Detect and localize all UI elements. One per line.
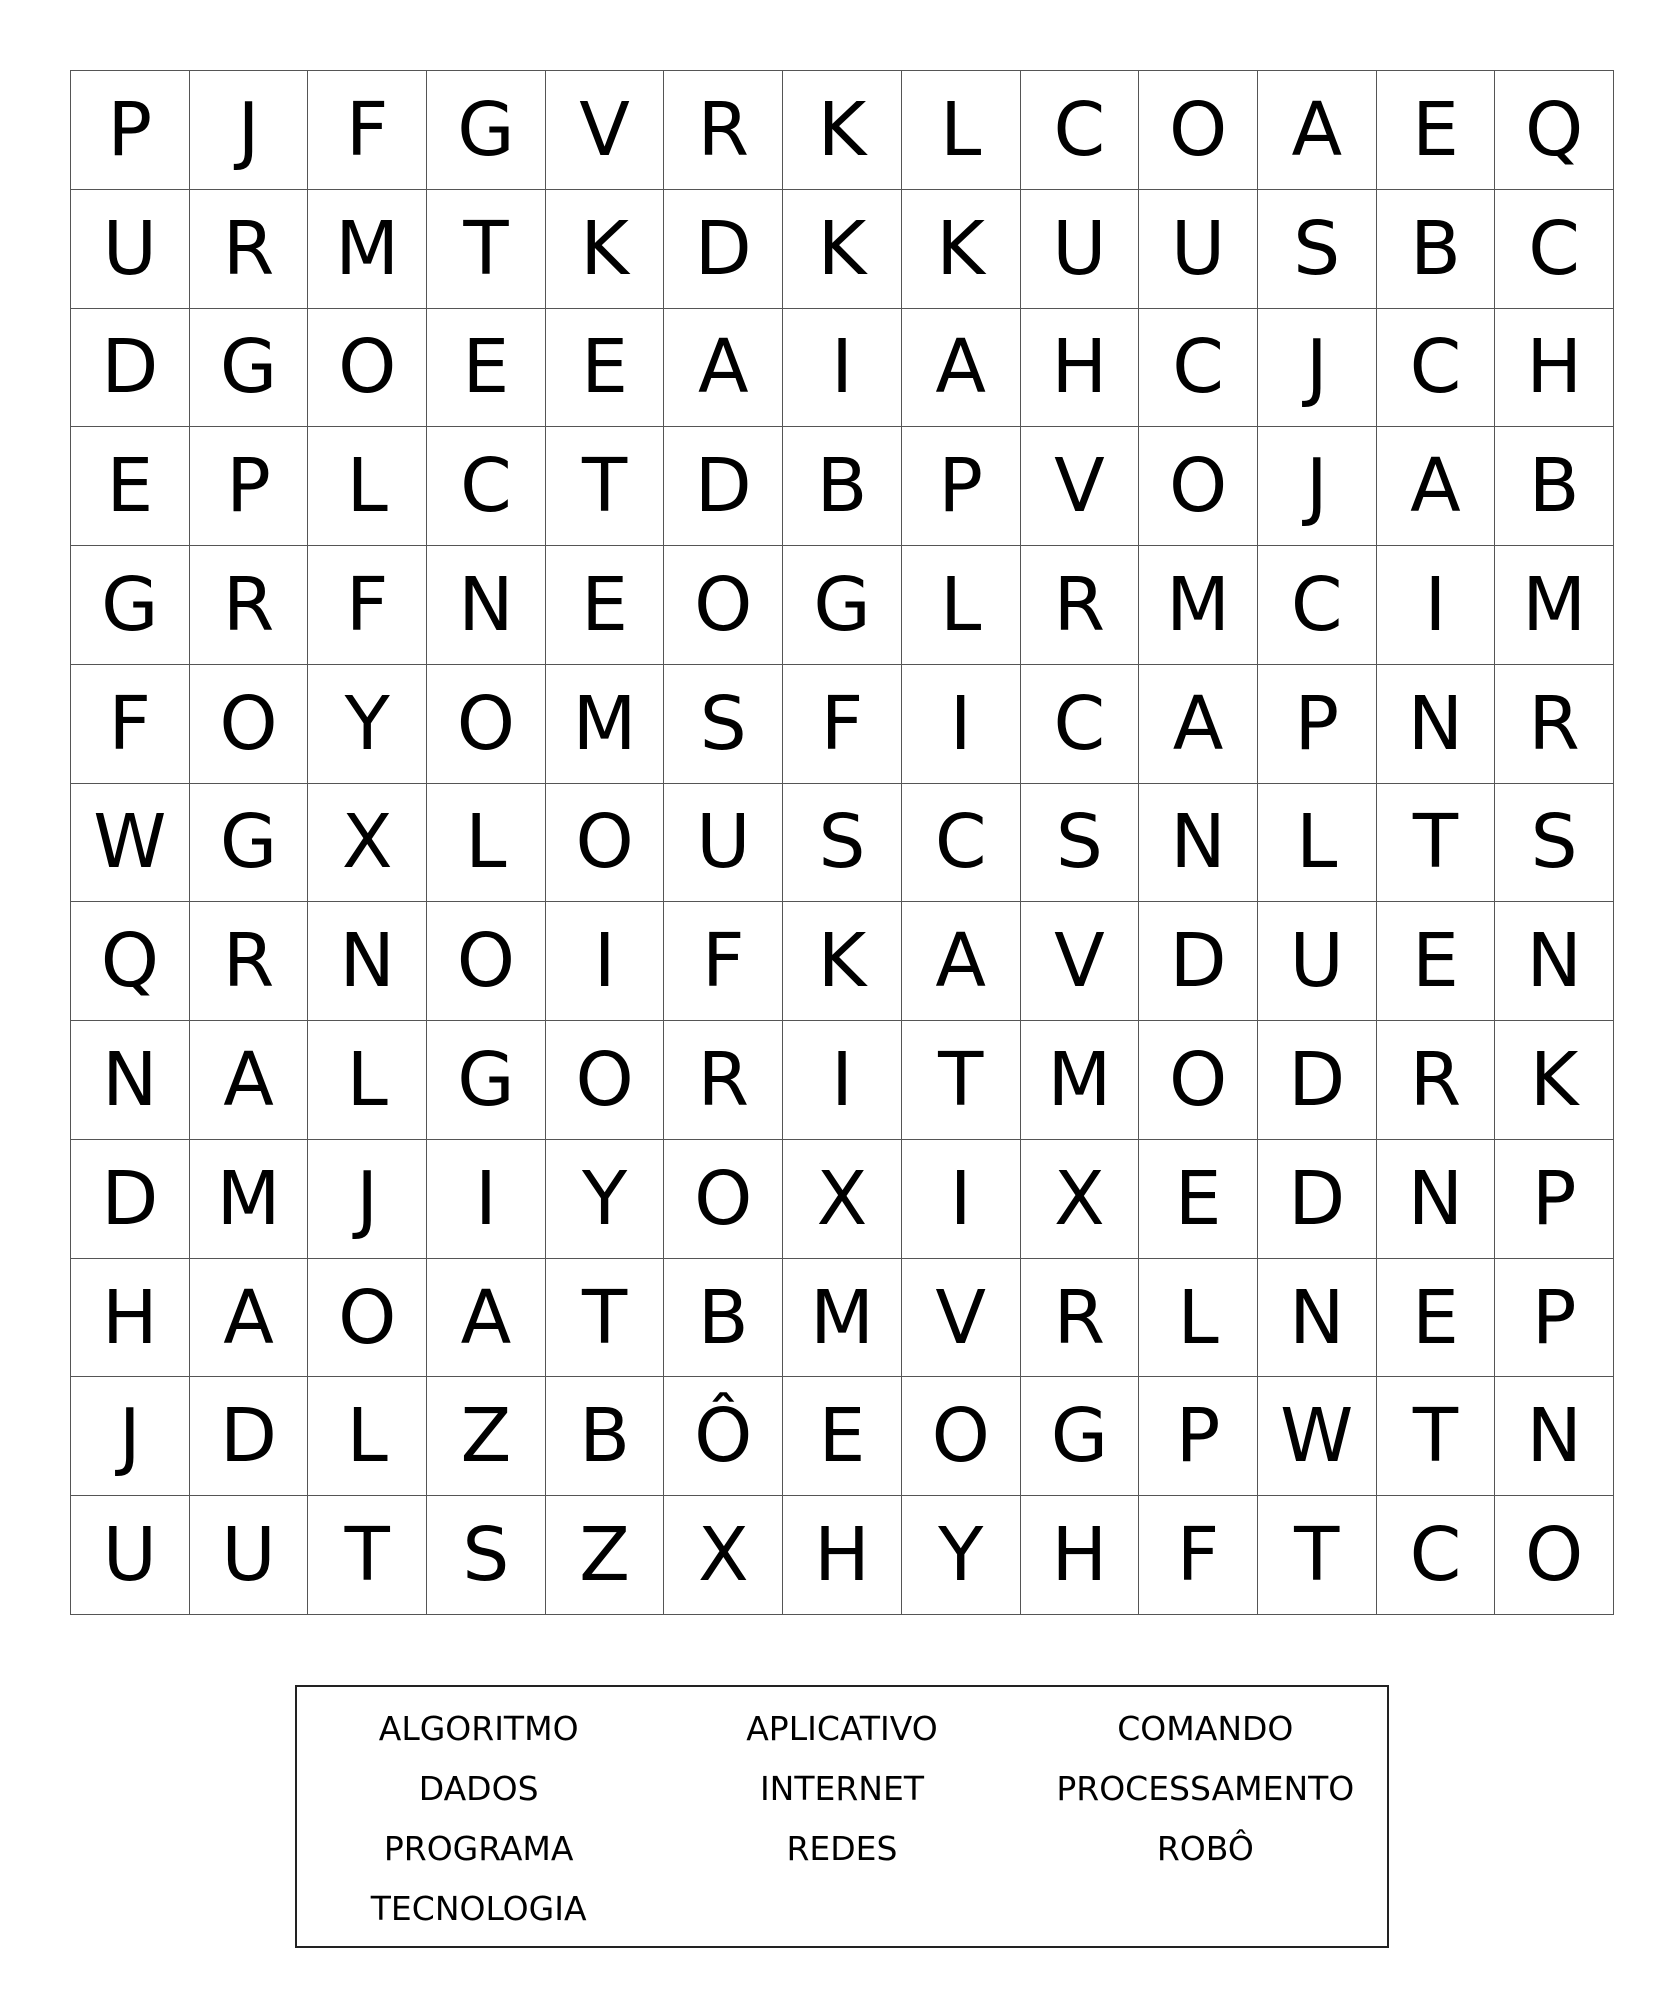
grid-cell-r8-c8[interactable]: M [1021, 1021, 1140, 1140]
grid-cell-r3-c2[interactable]: L [308, 427, 427, 546]
grid-cell-r7-c6[interactable]: K [783, 902, 902, 1021]
grid-cell-r9-c11[interactable]: N [1377, 1140, 1496, 1259]
grid-cell-r7-c2[interactable]: N [308, 902, 427, 1021]
grid-cell-r4-c4[interactable]: E [546, 546, 665, 665]
grid-cell-r0-c6[interactable]: K [783, 71, 902, 190]
grid-cell-r7-c8[interactable]: V [1021, 902, 1140, 1021]
grid-cell-r10-c1[interactable]: A [190, 1259, 309, 1378]
grid-cell-r7-c3[interactable]: O [427, 902, 546, 1021]
grid-cell-r4-c6[interactable]: G [783, 546, 902, 665]
grid-cell-r6-c7[interactable]: C [902, 784, 1021, 903]
grid-cell-r6-c1[interactable]: G [190, 784, 309, 903]
grid-cell-r3-c3[interactable]: C [427, 427, 546, 546]
grid-cell-r9-c2[interactable]: J [308, 1140, 427, 1259]
word-bank-item: APLICATIVO [746, 1709, 938, 1748]
grid-cell-r10-c12[interactable]: P [1495, 1259, 1614, 1378]
grid-cell-r8-c3[interactable]: G [427, 1021, 546, 1140]
grid-cell-r3-c6[interactable]: B [783, 427, 902, 546]
grid-cell-r12-c11[interactable]: C [1377, 1496, 1496, 1615]
grid-cell-r4-c5[interactable]: O [664, 546, 783, 665]
grid-cell-r8-c6[interactable]: I [783, 1021, 902, 1140]
grid-cell-r9-c1[interactable]: M [190, 1140, 309, 1259]
grid-cell-r11-c3[interactable]: Z [427, 1377, 546, 1496]
grid-cell-r4-c7[interactable]: L [902, 546, 1021, 665]
letter-grid [70, 70, 1614, 1615]
grid-cell-r1-c10[interactable]: S [1258, 190, 1377, 309]
grid-cell-r1-c11[interactable]: B [1377, 190, 1496, 309]
grid-cell-r0-c2[interactable]: F [308, 71, 427, 190]
grid-cell-r6-c9[interactable]: N [1139, 784, 1258, 903]
grid-cell-r11-c9[interactable]: P [1139, 1377, 1258, 1496]
grid-cell-r10-c8[interactable]: R [1021, 1259, 1140, 1378]
grid-cell-r4-c1[interactable]: R [190, 546, 309, 665]
grid-cell-r2-c0[interactable]: D [71, 309, 190, 428]
grid-cell-r1-c3[interactable]: T [427, 190, 546, 309]
grid-cell-r1-c5[interactable]: D [664, 190, 783, 309]
grid-cell-r6-c5[interactable]: U [664, 784, 783, 903]
grid-cell-r8-c5[interactable]: R [664, 1021, 783, 1140]
grid-cell-r11-c7[interactable]: O [902, 1377, 1021, 1496]
grid-cell-r7-c12[interactable]: N [1495, 902, 1614, 1021]
grid-cell-r11-c4[interactable]: B [546, 1377, 665, 1496]
grid-cell-r12-c6[interactable]: H [783, 1496, 902, 1615]
grid-cell-r10-c4[interactable]: T [546, 1259, 665, 1378]
grid-cell-r12-c12[interactable]: O [1495, 1496, 1614, 1615]
grid-cell-r1-c8[interactable]: U [1021, 190, 1140, 309]
grid-cell-r12-c9[interactable]: F [1139, 1496, 1258, 1615]
grid-cell-r6-c12[interactable]: S [1495, 784, 1614, 903]
word-bank-item: COMANDO [1117, 1709, 1294, 1748]
grid-cell-r0-c5[interactable]: R [664, 71, 783, 190]
grid-cell-r5-c7[interactable]: I [902, 665, 1021, 784]
word-bank-item: ALGORITMO [378, 1709, 579, 1748]
grid-cell-r12-c5[interactable]: X [664, 1496, 783, 1615]
grid-cell-r9-c12[interactable]: P [1495, 1140, 1614, 1259]
grid-cell-r0-c10[interactable]: A [1258, 71, 1377, 190]
grid-cell-r6-c2[interactable]: X [308, 784, 427, 903]
grid-cell-r0-c12[interactable]: Q [1495, 71, 1614, 190]
grid-cell-r8-c1[interactable]: A [190, 1021, 309, 1140]
grid-cell-r3-c4[interactable]: T [546, 427, 665, 546]
grid-cell-r4-c2[interactable]: F [308, 546, 427, 665]
grid-cell-r10-c11[interactable]: E [1377, 1259, 1496, 1378]
grid-cell-r7-c10[interactable]: U [1258, 902, 1377, 1021]
grid-cell-r3-c12[interactable]: B [1495, 427, 1614, 546]
grid-cell-r2-c5[interactable]: A [664, 309, 783, 428]
grid-cell-r5-c1[interactable]: O [190, 665, 309, 784]
grid-cell-r1-c7[interactable]: K [902, 190, 1021, 309]
grid-cell-r0-c11[interactable]: E [1377, 71, 1496, 190]
grid-cell-r9-c9[interactable]: E [1139, 1140, 1258, 1259]
grid-cell-r0-c0[interactable]: P [71, 71, 190, 190]
grid-cell-r3-c8[interactable]: V [1021, 427, 1140, 546]
grid-cell-r5-c3[interactable]: O [427, 665, 546, 784]
grid-cell-r11-c0[interactable]: J [71, 1377, 190, 1496]
grid-cell-r5-c12[interactable]: R [1495, 665, 1614, 784]
grid-cell-r0-c4[interactable]: V [546, 71, 665, 190]
grid-cell-r7-c1[interactable]: R [190, 902, 309, 1021]
grid-cell-r10-c0[interactable]: H [71, 1259, 190, 1378]
grid-cell-r1-c1[interactable]: R [190, 190, 309, 309]
grid-cell-r8-c9[interactable]: O [1139, 1021, 1258, 1140]
grid-cell-r6-c8[interactable]: S [1021, 784, 1140, 903]
grid-cell-r6-c11[interactable]: T [1377, 784, 1496, 903]
grid-cell-r10-c10[interactable]: N [1258, 1259, 1377, 1378]
grid-cell-r5-c4[interactable]: M [546, 665, 665, 784]
grid-cell-r11-c1[interactable]: D [190, 1377, 309, 1496]
grid-cell-r7-c7[interactable]: A [902, 902, 1021, 1021]
word-bank-item: PROGRAMA [383, 1829, 574, 1868]
grid-cell-r1-c9[interactable]: U [1139, 190, 1258, 309]
grid-cell-r7-c4[interactable]: I [546, 902, 665, 1021]
grid-cell-r10-c3[interactable]: A [427, 1259, 546, 1378]
grid-cell-r7-c0[interactable]: Q [71, 902, 190, 1021]
grid-cell-r9-c4[interactable]: Y [546, 1140, 665, 1259]
grid-cell-r8-c11[interactable]: R [1377, 1021, 1496, 1140]
grid-cell-r12-c10[interactable]: T [1258, 1496, 1377, 1615]
grid-cell-r12-c7[interactable]: Y [902, 1496, 1021, 1615]
grid-cell-r2-c11[interactable]: C [1377, 309, 1496, 428]
grid-cell-r9-c10[interactable]: D [1258, 1140, 1377, 1259]
grid-cell-r5-c0[interactable]: F [71, 665, 190, 784]
grid-cell-r8-c2[interactable]: L [308, 1021, 427, 1140]
grid-cell-r5-c6[interactable]: F [783, 665, 902, 784]
grid-cell-r6-c4[interactable]: O [546, 784, 665, 903]
grid-cell-r12-c2[interactable]: T [308, 1496, 427, 1615]
grid-cell-r2-c7[interactable]: A [902, 309, 1021, 428]
grid-cell-r7-c9[interactable]: D [1139, 902, 1258, 1021]
grid-cell-r10-c6[interactable]: M [783, 1259, 902, 1378]
grid-cell-r11-c2[interactable]: L [308, 1377, 427, 1496]
grid-cell-r5-c9[interactable]: A [1139, 665, 1258, 784]
grid-cell-r9-c3[interactable]: I [427, 1140, 546, 1259]
grid-cell-r1-c4[interactable]: K [546, 190, 665, 309]
grid-cell-r5-c2[interactable]: Y [308, 665, 427, 784]
grid-cell-r5-c8[interactable]: C [1021, 665, 1140, 784]
grid-cell-r4-c9[interactable]: M [1139, 546, 1258, 665]
grid-cell-r2-c2[interactable]: O [308, 309, 427, 428]
grid-cell-r2-c3[interactable]: E [427, 309, 546, 428]
word-bank-item: PROCESSAMENTO [1056, 1769, 1355, 1808]
grid-cell-r11-c6[interactable]: E [783, 1377, 902, 1496]
grid-cell-r9-c7[interactable]: I [902, 1140, 1021, 1259]
grid-cell-r3-c7[interactable]: P [902, 427, 1021, 546]
grid-cell-r4-c10[interactable]: C [1258, 546, 1377, 665]
grid-cell-r12-c8[interactable]: H [1021, 1496, 1140, 1615]
grid-cell-r0-c3[interactable]: G [427, 71, 546, 190]
grid-cell-r4-c8[interactable]: R [1021, 546, 1140, 665]
word-bank [295, 1685, 1389, 1948]
grid-cell-r11-c8[interactable]: G [1021, 1377, 1140, 1496]
grid-cell-r0-c7[interactable]: L [902, 71, 1021, 190]
grid-cell-r2-c4[interactable]: E [546, 309, 665, 428]
grid-cell-r3-c5[interactable]: D [664, 427, 783, 546]
grid-cell-r5-c5[interactable]: S [664, 665, 783, 784]
grid-cell-r3-c11[interactable]: A [1377, 427, 1496, 546]
grid-cell-r3-c0[interactable]: E [71, 427, 190, 546]
grid-cell-r5-c10[interactable]: P [1258, 665, 1377, 784]
grid-cell-r5-c11[interactable]: N [1377, 665, 1496, 784]
grid-cell-r0-c1[interactable]: J [190, 71, 309, 190]
grid-cell-r2-c9[interactable]: C [1139, 309, 1258, 428]
grid-cell-r2-c10[interactable]: J [1258, 309, 1377, 428]
word-bank-item: ROBÔ [1156, 1829, 1254, 1868]
grid-cell-r3-c10[interactable]: J [1258, 427, 1377, 546]
grid-cell-r4-c12[interactable]: M [1495, 546, 1614, 665]
grid-cell-r4-c11[interactable]: I [1377, 546, 1496, 665]
grid-cell-r2-c6[interactable]: I [783, 309, 902, 428]
grid-cell-r3-c1[interactable]: P [190, 427, 309, 546]
word-bank-item: TECNOLOGIA [370, 1889, 587, 1928]
grid-cell-r0-c9[interactable]: O [1139, 71, 1258, 190]
grid-cell-r11-c5[interactable]: Ô [664, 1377, 783, 1496]
grid-cell-r12-c3[interactable]: S [427, 1496, 546, 1615]
grid-cell-r6-c3[interactable]: L [427, 784, 546, 903]
grid-cell-r10-c2[interactable]: O [308, 1259, 427, 1378]
grid-cell-r9-c5[interactable]: O [664, 1140, 783, 1259]
grid-cell-r1-c6[interactable]: K [783, 190, 902, 309]
grid-cell-r9-c8[interactable]: X [1021, 1140, 1140, 1259]
grid-cell-r6-c6[interactable]: S [783, 784, 902, 903]
grid-cell-r8-c0[interactable]: N [71, 1021, 190, 1140]
word-bank-item: REDES [786, 1829, 898, 1868]
grid-cell-r6-c10[interactable]: L [1258, 784, 1377, 903]
grid-cell-r6-c0[interactable]: W [71, 784, 190, 903]
grid-cell-r2-c1[interactable]: G [190, 309, 309, 428]
grid-cell-r1-c0[interactable]: U [71, 190, 190, 309]
grid-cell-r2-c8[interactable]: H [1021, 309, 1140, 428]
grid-cell-r11-c11[interactable]: T [1377, 1377, 1496, 1496]
grid-cell-r7-c5[interactable]: F [664, 902, 783, 1021]
grid-cell-r10-c5[interactable]: B [664, 1259, 783, 1378]
grid-cell-r1-c2[interactable]: M [308, 190, 427, 309]
grid-cell-r11-c12[interactable]: N [1495, 1377, 1614, 1496]
grid-cell-r2-c12[interactable]: H [1495, 309, 1614, 428]
grid-cell-r8-c4[interactable]: O [546, 1021, 665, 1140]
grid-cell-r3-c9[interactable]: O [1139, 427, 1258, 546]
grid-cell-r10-c7[interactable]: V [902, 1259, 1021, 1378]
word-bank-item: DADOS [418, 1769, 539, 1808]
grid-cell-r1-c12[interactable]: C [1495, 190, 1614, 309]
grid-cell-r8-c7[interactable]: T [902, 1021, 1021, 1140]
grid-cell-r10-c9[interactable]: L [1139, 1259, 1258, 1378]
grid-cell-r12-c0[interactable]: U [71, 1496, 190, 1615]
grid-cell-r9-c6[interactable]: X [783, 1140, 902, 1259]
grid-cell-r12-c1[interactable]: U [190, 1496, 309, 1615]
grid-cell-r12-c4[interactable]: Z [546, 1496, 665, 1615]
grid-cell-r0-c8[interactable]: C [1021, 71, 1140, 190]
grid-cell-r4-c3[interactable]: N [427, 546, 546, 665]
grid-cell-r9-c0[interactable]: D [71, 1140, 190, 1259]
grid-cell-r11-c10[interactable]: W [1258, 1377, 1377, 1496]
grid-cell-r8-c10[interactable]: D [1258, 1021, 1377, 1140]
word-bank-item: INTERNET [759, 1769, 925, 1808]
grid-cell-r7-c11[interactable]: E [1377, 902, 1496, 1021]
grid-cell-r4-c0[interactable]: G [71, 546, 190, 665]
grid-cell-r8-c12[interactable]: K [1495, 1021, 1614, 1140]
